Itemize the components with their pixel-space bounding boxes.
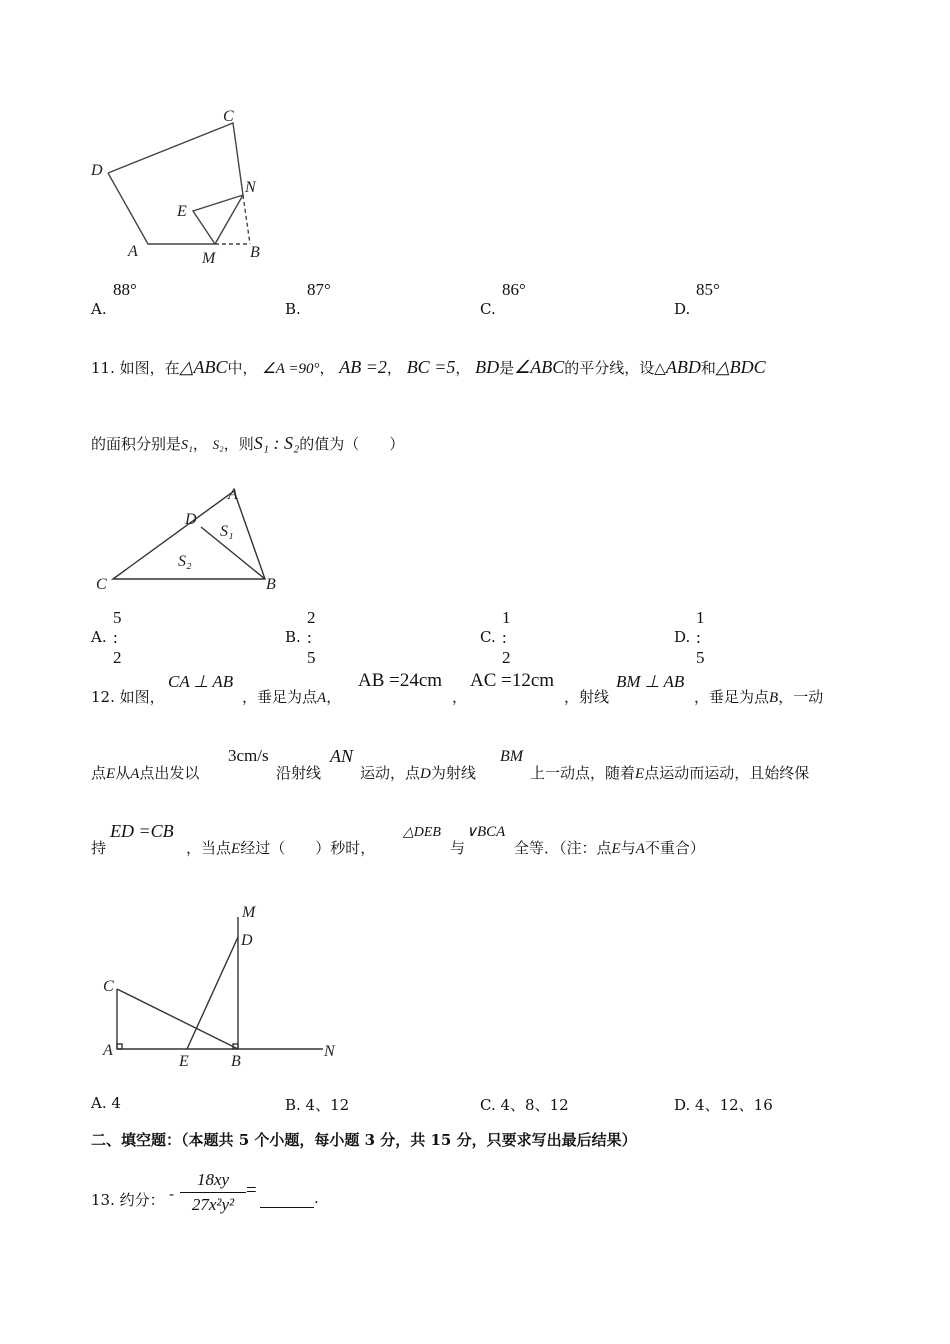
q11-line2: 的面积分别是S₁， S₂，则S₁ : S₂的值为（ ） xyxy=(91,433,405,453)
q12-m2: AB =24cm xyxy=(358,670,443,691)
q11-option-b[interactable]: B. 2 : 5 xyxy=(285,608,316,667)
fig2-label-D: D xyxy=(185,511,197,528)
fig1-label-C: C xyxy=(223,108,234,125)
q12-line2-d: 上一动点，随着E点运动而运动，且始终保 xyxy=(530,764,810,782)
q11-option-c-value: 1 : 2 xyxy=(502,608,511,667)
fig3-label-C: C xyxy=(103,978,114,995)
q13-denominator: 27x²y² xyxy=(191,1195,235,1214)
q11-option-d-value: 1 : 5 xyxy=(696,608,705,667)
fig1-label-D: D xyxy=(91,162,103,179)
q11-figure xyxy=(90,480,290,595)
q12-line1-end: ，垂足为点B，一动 xyxy=(694,688,824,706)
q13-equals: = xyxy=(246,1180,257,1201)
q12-line2-c: 运动，点D为射线 xyxy=(360,764,476,782)
fig3-label-D: D xyxy=(241,932,253,949)
q12-t3: ，射线 xyxy=(564,688,610,706)
q12-option-a[interactable]: A. 4 xyxy=(91,1094,121,1112)
q12-line3-b: ，当点E经过（ ）秒时， xyxy=(186,839,376,857)
q10-option-c[interactable]: C. 86° xyxy=(480,280,526,318)
fig2-label-B: B xyxy=(266,576,276,593)
q12-m4: BM ⊥ AB xyxy=(616,672,685,691)
q13-minus: - xyxy=(169,1185,175,1203)
q10-option-d-value: 85° xyxy=(696,280,720,299)
q10-option-c-value: 86° xyxy=(502,280,526,299)
q12-option-c[interactable]: C. 4、8、12 xyxy=(480,1096,569,1114)
fig3-label-N: N xyxy=(324,1043,335,1060)
q10-option-d[interactable]: D. 85° xyxy=(674,280,720,318)
q10-figure xyxy=(85,100,285,270)
fig1-label-E: E xyxy=(177,203,187,220)
q10-option-b[interactable]: B. 87° xyxy=(285,280,331,318)
q12-m1: CA ⊥ AB xyxy=(168,672,234,691)
q13-numerator: 18xy xyxy=(180,1170,246,1193)
section-heading: 二、填空题：（本题共 5 个小题，每小题 3 分，共 15 分，只要求写出最后结果） xyxy=(91,1131,637,1149)
q12-deb: △DEB xyxy=(403,825,441,840)
fig3-label-A: A xyxy=(103,1042,113,1059)
fig2-label-C: C xyxy=(96,576,107,593)
q12-line3-d: 全等．（注：点E与A不重合） xyxy=(514,839,705,857)
q11-option-a[interactable]: A. 5 : 2 xyxy=(91,608,122,667)
fig1-label-N: N xyxy=(245,179,256,196)
fig1-label-B: B xyxy=(250,244,260,261)
q12-line2-b: 沿射线 xyxy=(276,764,322,782)
fig3-label-E: E xyxy=(179,1053,189,1070)
q11-line1: 11. 如图，在△ABC中， ∠A =90°， AB =2， BC =5， BD是∠ABC的平分线，设△ABD和△BDC xyxy=(91,357,766,377)
q12-figure xyxy=(95,895,355,1075)
q11-option-d[interactable]: D. 1 : 5 xyxy=(674,608,705,667)
fig2-label-S2: S₂ xyxy=(178,553,192,570)
q12-line1: 12. 如图， xyxy=(91,688,165,706)
q12-option-b[interactable]: B. 4、12 xyxy=(285,1096,350,1114)
q12-m3: AC =12cm xyxy=(470,670,555,691)
q13-prefix: 13. 约分： xyxy=(91,1191,165,1209)
q12-option-d[interactable]: D. 4、12、16 xyxy=(674,1096,773,1114)
q11-option-c[interactable]: C. 1 : 2 xyxy=(480,608,511,667)
q10-option-a[interactable]: A. 88° xyxy=(91,280,137,318)
q12-an: AN xyxy=(330,746,354,766)
fig2-label-S1: S₁ xyxy=(220,523,234,540)
fig1-label-A: A xyxy=(128,243,138,260)
q12-line1-b: ，垂足为点A， xyxy=(242,688,342,706)
q11-option-a-value: 5 : 2 xyxy=(113,608,122,667)
q12-t2: ， xyxy=(452,688,468,706)
q10-option-a-value: 88° xyxy=(113,280,137,299)
fig1-label-M: M xyxy=(202,250,216,267)
q12-bm: BM xyxy=(500,748,524,765)
fig3-label-B: B xyxy=(231,1053,241,1070)
q12-line3-a: 持 xyxy=(91,839,107,857)
q11-option-b-value: 2 : 5 xyxy=(307,608,316,667)
q13-blank-line[interactable]: . xyxy=(260,1189,319,1208)
q12-line3-c: 与 xyxy=(450,839,466,857)
q13-fraction xyxy=(180,1170,246,1215)
q12-bca: ∨BCA xyxy=(466,824,506,840)
q13-answer-blank[interactable] xyxy=(260,1189,314,1208)
q12-speed: 3cm/s xyxy=(228,746,269,765)
fig2-label-A: A xyxy=(228,486,238,503)
q12-edcb: ED =CB xyxy=(110,821,174,841)
q12-line2-a: 点E从A点出发以 xyxy=(91,764,200,782)
q10-option-b-value: 87° xyxy=(307,280,331,299)
fig3-label-M: M xyxy=(242,904,256,921)
